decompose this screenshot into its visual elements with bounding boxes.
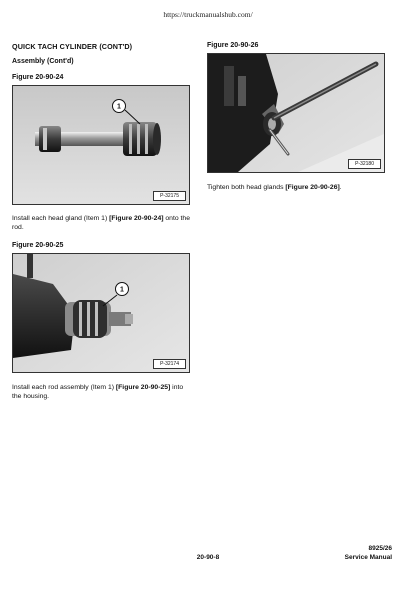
figure-reference: [Figure 20-90-24]	[109, 215, 164, 222]
figure-label-20-90-24: Figure 20-90-24	[12, 74, 64, 81]
tighten-head-glands-illustration	[208, 54, 384, 172]
figure-label-20-90-26: Figure 20-90-26	[207, 42, 259, 49]
callout-number: 1	[117, 103, 121, 111]
figure-20-90-24-photo	[12, 85, 190, 205]
source-url[interactable]: https://truckmanualshub.com/	[163, 10, 253, 19]
photo-code: P-32175	[153, 191, 186, 201]
figure-reference: [Figure 20-90-26]	[285, 184, 340, 191]
instruction-text-3: Tighten both head glands [Figure 20-90-26].	[207, 184, 342, 191]
figure-reference: [Figure 20-90-25]	[115, 384, 171, 391]
callout-number: 1	[120, 286, 124, 294]
instruction-text-2: Install each rod assembly (Item 1) [Figure 20-90-25] into the housing.	[12, 384, 184, 400]
rod-assembly-into-housing-illustration	[13, 254, 189, 372]
subsection-title: Assembly (Cont'd)	[12, 58, 74, 65]
figure-20-90-25-photo	[12, 253, 190, 373]
figure-label-20-90-25: Figure 20-90-25	[12, 242, 64, 249]
figure-20-90-26-photo	[207, 53, 385, 173]
section-title: QUICK TACH CYLINDER (CONT'D)	[12, 42, 133, 51]
head-gland-on-rod-illustration	[13, 86, 189, 204]
instruction-text-1: Install each head gland (Item 1) [Figure 20-90-24] onto the rod.	[12, 215, 190, 231]
page-number: 20-90-8	[196, 554, 220, 561]
document-title: Service Manual	[344, 554, 392, 561]
document-number: 8925/26	[368, 545, 392, 552]
photo-code: P-32180	[348, 159, 381, 169]
photo-code: P-32174	[153, 359, 186, 369]
